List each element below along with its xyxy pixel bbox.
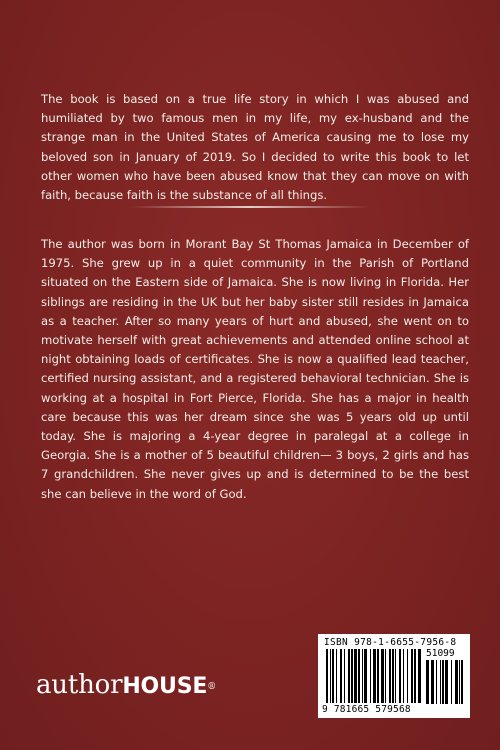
barcode-main-bars (326, 649, 422, 703)
publisher-name-part1: author (36, 670, 123, 700)
author-bio: The author was born in Morant Bay St Thomas Jamaica in December of 1975. She grew up in a quiet community in the Parish of Portland situated on the Eastern side of Jamaica. She is now living in Florida. Her siblings are residing in the UK but her baby sister still resides in Jamaica as a teacher. After so many years of hurt and abused, she went on to motivate herself with great achievements and attended online school at night obtaining loads of certificates. She is now a qualified lead teacher, certified nursing assistant, and a registered behavioral technician. She is working at a hospital in Fort Pierce, Florida. She has a major in health care because this was her dream since she was 5 years old up until today. She is majoring a 4-year degree in paralegal at a college in Georgia. She is a mother of 5 beautiful children— 3 boys, 2 girls and has 7 grandchildren. She never gives up and is determined to be the best she can believe in the word of God. (41, 237, 469, 501)
barcode-addon-bars (426, 660, 464, 704)
isbn-barcode (318, 634, 470, 718)
divider-line (130, 206, 370, 208)
barcode-digits: 9 781665 579568 (322, 704, 411, 715)
trademark-symbol: ® (207, 682, 216, 692)
book-blurb: The book is based on a true life story in which I was abused and humiliated by two famous men in my life, my ex-husband and the strange man in the United States of America causing me to lose my beloved son in January of 2019. So I decided to write this book to let other women who have been abused know that they can move on with faith, because faith is the substance of all things. (41, 92, 469, 203)
publisher-logo (36, 670, 216, 702)
publisher-name-part2: HOUSE (122, 674, 208, 699)
isbn-label: ISBN 978-1-6655-7956-8 (324, 637, 457, 648)
barcode-addon-code: 51099 (426, 648, 455, 659)
